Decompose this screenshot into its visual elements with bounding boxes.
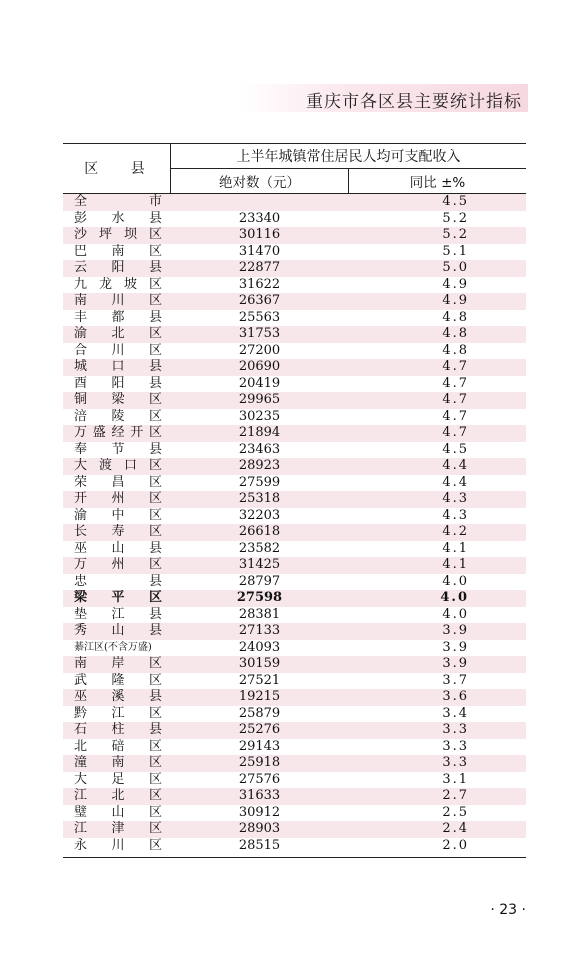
table-row	[63, 805, 526, 822]
cell-region-name: 沙 坪 坝 区	[74, 227, 162, 242]
cell-absolute: 31622	[238, 276, 281, 292]
table-row	[63, 244, 526, 261]
cell-region-name: 巫 溪 县	[74, 689, 162, 704]
cell-region-name: 垫 江 县	[74, 606, 162, 622]
cell-region-name: 万 州 区	[74, 557, 162, 572]
cell-region-name: 城 口 县	[74, 359, 162, 374]
cell-region-name: 万 盛 经 开 区	[74, 425, 162, 440]
cell-yoy: 4.1	[442, 540, 469, 556]
cell-absolute: 24093	[238, 639, 281, 655]
table-row	[63, 508, 526, 525]
header-absolute: 绝对数（元）	[219, 174, 300, 191]
cell-region-name: 江 北 区	[74, 788, 162, 803]
table-row	[63, 673, 526, 690]
cell-region-name: 大 渡 口 区	[74, 458, 162, 473]
cell-yoy: 4.3	[442, 507, 469, 523]
cell-region-name: 梁 平 区	[74, 590, 162, 605]
cell-absolute: 31633	[238, 788, 281, 803]
cell-absolute: 20690	[238, 359, 281, 374]
table-row	[63, 475, 526, 492]
cell-absolute: 28515	[238, 837, 281, 853]
cell-yoy: 3.3	[442, 722, 469, 737]
cell-yoy: 2.4	[442, 821, 469, 836]
cell-yoy: 4.8	[442, 326, 469, 341]
cell-absolute: 21894	[238, 425, 281, 440]
table-row	[63, 277, 526, 294]
cell-absolute: 31470	[238, 243, 281, 259]
cell-absolute: 25918	[238, 755, 281, 770]
cell-region-name: 綦江区(不含万盛)	[74, 641, 152, 653]
cell-region-name: 长 寿 区	[74, 524, 162, 539]
cell-yoy: 5.0	[442, 260, 469, 275]
cell-yoy: 4.4	[442, 474, 469, 490]
table-row	[63, 640, 526, 657]
table-row	[63, 425, 526, 442]
table-row	[63, 689, 526, 706]
cell-absolute: 27521	[238, 672, 281, 688]
table-row	[63, 293, 526, 310]
table-row	[63, 821, 526, 838]
cell-yoy: 4.7	[442, 408, 469, 424]
table-row	[63, 623, 526, 640]
table-row	[63, 706, 526, 723]
cell-region-name: 秀 山 县	[74, 623, 162, 638]
cell-absolute: 23582	[238, 540, 281, 556]
cell-region-name: 彭 水 县	[74, 210, 162, 226]
cell-yoy: 4.0	[442, 606, 469, 622]
cell-absolute: 31753	[238, 326, 281, 341]
cell-region-name: 酉 阳 县	[74, 375, 162, 391]
cell-yoy: 4.5	[442, 441, 469, 457]
cell-yoy: 5.2	[442, 227, 469, 242]
cell-yoy: 3.9	[442, 623, 469, 638]
cell-yoy: 3.9	[442, 656, 469, 671]
cell-absolute: 30235	[238, 408, 281, 424]
cell-absolute: 29143	[238, 738, 281, 754]
cell-region-name: 铜 梁 区	[74, 392, 162, 407]
cell-absolute: 23340	[238, 210, 281, 226]
table-row	[63, 392, 526, 409]
cell-yoy: 4.5	[442, 194, 469, 209]
cell-absolute: 23463	[238, 441, 281, 457]
cell-yoy: 4.9	[442, 293, 469, 308]
cell-region-name: 奉 节 县	[74, 441, 162, 457]
table-row	[63, 772, 526, 789]
table-row	[63, 227, 526, 244]
cell-yoy: 3.1	[442, 771, 469, 787]
cell-yoy: 2.7	[442, 788, 469, 803]
cell-yoy: 4.0	[442, 573, 469, 589]
cell-region-name: 开 州 区	[74, 491, 162, 506]
table-row	[63, 359, 526, 376]
table-row	[63, 739, 526, 756]
cell-absolute: 30912	[238, 804, 281, 820]
table-row	[63, 541, 526, 558]
cell-absolute: 28381	[238, 606, 281, 622]
cell-absolute: 27599	[238, 474, 281, 490]
cell-absolute: 20419	[238, 375, 281, 391]
page-number: · 23 ·	[490, 902, 526, 918]
table-row	[63, 788, 526, 805]
table-bottom-rule	[63, 857, 526, 858]
cell-region-name: 忠 县	[74, 573, 162, 589]
table-row	[63, 310, 526, 327]
cell-absolute: 25563	[238, 309, 281, 325]
cell-yoy: 4.7	[442, 425, 469, 440]
table-row	[63, 260, 526, 277]
table-row	[63, 557, 526, 574]
table-row	[63, 607, 526, 624]
cell-absolute: 25276	[238, 722, 281, 737]
table-row	[63, 326, 526, 343]
cell-region-name: 渝 北 区	[74, 326, 162, 341]
table-row	[63, 524, 526, 541]
cell-yoy: 4.7	[442, 359, 469, 374]
cell-absolute: 22877	[238, 260, 281, 275]
cell-absolute: 27133	[238, 623, 281, 638]
cell-region-name: 巫 山 县	[74, 540, 162, 556]
cell-absolute: 27576	[238, 771, 281, 787]
table-row	[63, 574, 526, 591]
cell-absolute: 26367	[238, 293, 281, 308]
cell-region-name: 南 川 区	[74, 293, 162, 308]
cell-region-name: 渝 中 区	[74, 507, 162, 523]
cell-region-name: 南 岸 区	[74, 656, 162, 671]
cell-region-name: 潼 南 区	[74, 755, 162, 770]
table-row	[63, 458, 526, 475]
cell-absolute: 28903	[238, 821, 281, 836]
cell-yoy: 5.1	[442, 243, 469, 259]
table-row	[63, 442, 526, 459]
cell-region-name: 黔 江 区	[74, 705, 162, 721]
cell-yoy: 3.9	[442, 639, 469, 655]
cell-yoy: 4.3	[442, 491, 469, 506]
cell-region-name: 石 柱 县	[74, 722, 162, 737]
table-body	[63, 194, 526, 854]
cell-yoy: 4.1	[442, 557, 469, 572]
cell-yoy: 5.2	[442, 210, 469, 226]
table-row	[63, 211, 526, 228]
cell-absolute: 28923	[238, 458, 281, 473]
cell-yoy: 2.0	[442, 837, 469, 853]
table-row	[63, 409, 526, 426]
cell-region-name: 巴 南 区	[74, 243, 162, 259]
cell-yoy: 4.7	[442, 375, 469, 391]
cell-absolute: 32203	[238, 507, 281, 523]
table-row	[63, 343, 526, 360]
cell-region-name: 荣 昌 区	[74, 474, 162, 490]
table-row	[63, 656, 526, 673]
page-title: 重庆市各区县主要统计指标	[306, 92, 522, 112]
cell-absolute: 25318	[238, 491, 281, 506]
cell-yoy: 3.3	[442, 755, 469, 770]
cell-absolute: 27598	[236, 590, 283, 605]
cell-yoy: 3.7	[442, 672, 469, 688]
header-region: 区 县	[84, 161, 159, 177]
cell-region-name: 合 川 区	[74, 342, 162, 358]
cell-region-name: 丰 都 县	[74, 309, 162, 325]
cell-yoy: 4.9	[442, 276, 469, 292]
cell-yoy: 4.2	[442, 524, 469, 539]
cell-absolute: 26618	[238, 524, 281, 539]
cell-yoy: 3.6	[442, 689, 469, 704]
cell-yoy: 4.8	[442, 342, 469, 358]
cell-region-name: 武 隆 区	[74, 672, 162, 688]
cell-region-name: 江 津 区	[74, 821, 162, 836]
cell-yoy: 4.7	[442, 392, 469, 407]
table-row	[63, 590, 526, 607]
table-row	[63, 755, 526, 772]
table-row	[63, 194, 526, 211]
header-income-group: 上半年城镇常住居民人均可支配收入	[236, 148, 461, 165]
cell-yoy: 4.4	[442, 458, 469, 473]
cell-region-name: 大 足 区	[74, 771, 162, 787]
table-row	[63, 376, 526, 393]
cell-region-name: 全 市	[74, 194, 162, 209]
cell-absolute: 27200	[238, 342, 281, 358]
table-row	[63, 722, 526, 739]
cell-absolute: 28797	[238, 573, 281, 589]
cell-region-name: 九 龙 坡 区	[74, 276, 162, 292]
cell-absolute: 25879	[238, 705, 281, 721]
header-yoy: 同比 ±%	[409, 174, 466, 191]
cell-absolute: 30159	[238, 656, 281, 671]
cell-region-name: 涪 陵 区	[74, 408, 162, 424]
cell-yoy: 4.8	[442, 309, 469, 325]
cell-absolute: 31425	[238, 557, 281, 572]
cell-region-name: 永 川 区	[74, 837, 162, 853]
cell-yoy: 3.4	[442, 705, 469, 721]
cell-yoy: 3.3	[442, 738, 469, 754]
cell-absolute: 29965	[238, 392, 281, 407]
cell-region-name: 璧 山 区	[74, 804, 162, 820]
cell-absolute: 30116	[238, 227, 281, 242]
table-row	[63, 491, 526, 508]
cell-yoy: 2.5	[442, 804, 469, 820]
cell-yoy: 4.0	[440, 590, 469, 605]
cell-region-name: 云 阳 县	[74, 260, 162, 275]
table-row	[63, 838, 526, 855]
cell-absolute: 19215	[238, 689, 281, 704]
cell-region-name: 北 碚 区	[74, 738, 162, 754]
